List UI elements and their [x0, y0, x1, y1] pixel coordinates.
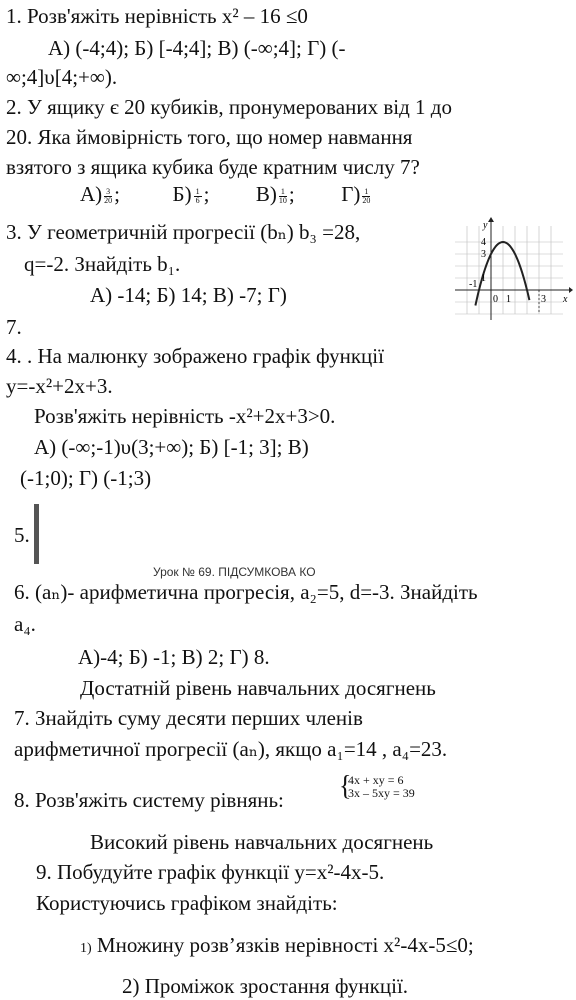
q6-line2: a₄. [14, 612, 36, 636]
y-tick-4: 4 [481, 237, 486, 248]
x-tick-neg1: -1 [469, 279, 478, 290]
equation-system [339, 769, 415, 802]
q3-line1: 3. У геометричній прогресії (bₙ) b₃ =28, [6, 220, 361, 244]
system-brace: { [339, 769, 352, 802]
q9-item2: 2) Проміжок зростання функції. [122, 974, 409, 998]
q9-item1-text: Множину розв’язків нерівності x²-4x-5≤0; [96, 933, 474, 957]
q9-item1 [80, 935, 474, 956]
y-axis-arrow [488, 217, 494, 222]
q8-line1: 8. Розв'яжіть систему рівнянь: [14, 788, 284, 812]
q9-item1-number: 1) [80, 941, 92, 956]
q2-options [80, 184, 372, 205]
q6-line1: 6. (aₙ)- арифметична прогресія, a₂=5, d=-3. Знайдіть [14, 580, 478, 604]
y-axis-label: y [483, 220, 488, 231]
q3-options: А) -14; Б) 14; В) -7; Г) [90, 283, 287, 307]
y-tick-1: 1 [481, 273, 486, 284]
q9-line1: 9. Побудуйте графік функції y=x²-4x-5. [36, 860, 385, 884]
q5-number: 5. [14, 523, 30, 547]
q7-line2: арифметичної прогресії (aₙ), якщо a₁=14 , a₄=23. [14, 737, 448, 761]
q4-line3: Розв'яжіть нерівність -x²+2x+3>0. [34, 404, 336, 428]
q9-line2: Користуючись графіком знайдіть: [36, 891, 338, 915]
q3-line2: q=-2. Знайдіть b₁. [24, 252, 181, 276]
q1-options: А) (-4;4); Б) [-4;4]; В) (-∞;4]; Г) (- [48, 36, 346, 60]
q2-line1: 2. У ящику є 20 кубиків, пронумерованих від 1 до [6, 95, 452, 119]
q6-options: А)-4; Б) -1; В) 2; Г) 8. [78, 645, 270, 669]
q4-line1: 4. . На малюнку зображено графік функції [6, 344, 384, 368]
q4-line2: y=-x²+2x+3. [6, 374, 113, 398]
q4-options-cont: (-1;0); Г) (-1;3) [20, 466, 152, 490]
scan-artifact-bar [34, 504, 39, 564]
q2-line2: 20. Яка ймовірність того, що номер навмання [6, 125, 413, 149]
x-tick-3: 3 [541, 294, 546, 305]
q3-options-cont: 7. [6, 315, 22, 339]
q4-options: А) (-∞;-1)υ(3;+∞); Б) [-1; 3]; В) [34, 435, 309, 459]
x-tick-1: 1 [506, 294, 511, 305]
scan-lesson-title: Урок № 69. ПІДСУМКОВА КО [153, 565, 316, 579]
q1-options-cont: ∞;4]υ[4;+∞). [6, 65, 118, 89]
x-axis-arrow [569, 287, 573, 293]
y-tick-3: 3 [481, 249, 486, 260]
q2-option-a: А) $\frac{3}{20}$ ; [80, 182, 121, 206]
q2-option-d: Г) $\frac{1}{20}$ [341, 182, 371, 206]
parabola-graph [453, 216, 573, 322]
q2-option-b: Б) $\frac{1}{6}$ ; [172, 182, 210, 206]
x-axis-label: x [563, 294, 568, 305]
q7-line1: 7. Знайдіть суму десяти перших членів [14, 706, 363, 730]
q1-line1: 1. Розв'яжіть нерівність x² – 16 ≤0 [6, 4, 308, 28]
system-eq1: 4x + xy = 6 [348, 773, 404, 787]
q2-line3: взятого з ящика кубика буде кратним числу 7? [6, 155, 420, 179]
x-tick-0: 0 [493, 294, 498, 305]
section-high-heading: Високий рівень навчальних досягнень [90, 830, 434, 854]
system-eq2: 3x – 5xy = 39 [348, 785, 415, 800]
q2-option-c: В) $\frac{1}{10}$ ; [255, 182, 295, 206]
section-sufficient-heading: Достатній рівень навчальних досягнень [80, 676, 436, 700]
